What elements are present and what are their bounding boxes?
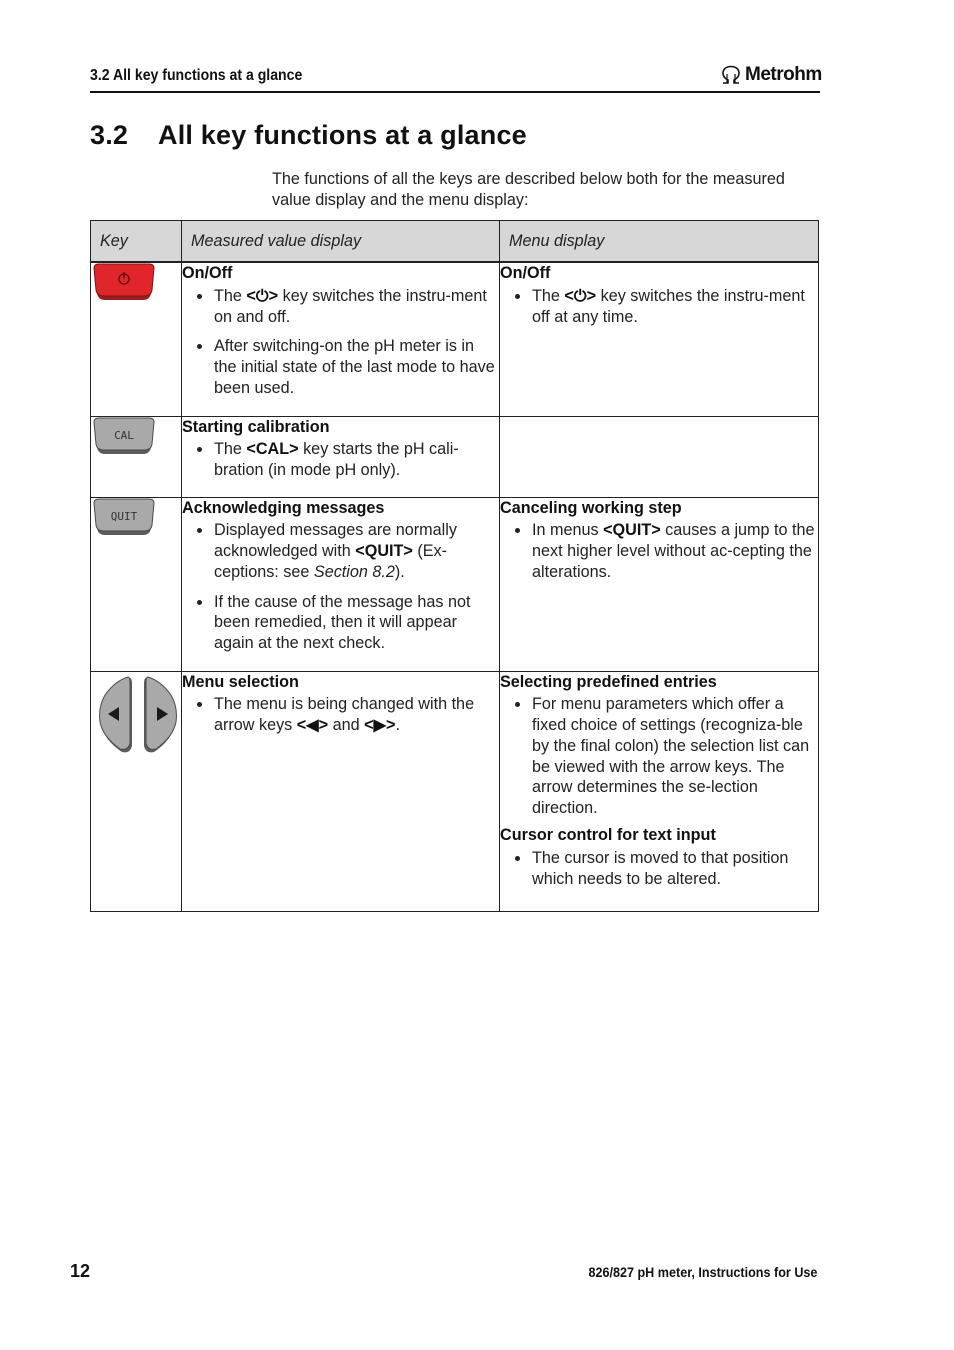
measured-cell — [182, 497, 500, 671]
arrow-keys-icon — [98, 676, 178, 754]
table-row — [91, 497, 819, 671]
column-header-key: Key — [91, 221, 182, 263]
quit-key-label: QUIT — [110, 509, 138, 523]
list-item: For menu parameters which offer a fixed choice of settings (recogniza-ble by the final colon) the selection list can be viewed with the arrow keys. The arrow determines the se-lection direction. — [532, 694, 818, 819]
footer-doc-title: 826/827 pH meter, Instructions for Use — [588, 1264, 817, 1280]
cell-heading: Starting calibration — [182, 417, 330, 436]
key-cell — [91, 671, 182, 911]
cell-heading: On/Off — [500, 264, 551, 282]
page-number: 12 — [70, 1261, 91, 1281]
cell-heading: Canceling working step — [500, 498, 682, 517]
header-rule — [90, 91, 820, 93]
cal-key-icon — [91, 417, 157, 457]
cell-heading: Cursor control for text input — [500, 826, 716, 845]
key-functions-table — [90, 220, 819, 912]
list-item: The <⏻> key switches the instru-ment on and off. — [214, 286, 499, 328]
measured-cell — [182, 416, 500, 497]
menu-cell — [500, 262, 819, 416]
omega-logo-icon — [720, 65, 742, 85]
key-cell — [91, 416, 182, 497]
brand-logo — [720, 64, 822, 86]
cell-heading: Acknowledging messages — [182, 498, 385, 517]
list-item: In menus <QUIT> causes a jump to the next higher level without ac-cepting the alterations. — [532, 520, 818, 582]
list-item: The <⏻> key switches the instru-ment off at any time. — [532, 286, 818, 328]
brand-name: Metrohm — [745, 64, 822, 85]
section-title — [90, 120, 527, 151]
cal-key-label: CAL — [114, 428, 134, 442]
left-arrow-key-ref: <◀> — [296, 716, 329, 735]
list-item: After switching-on the pH meter is in the initial state of the last mode to have been used. — [214, 336, 499, 398]
section-number: 3.2 — [90, 120, 129, 150]
table-row — [91, 416, 819, 497]
measured-cell — [182, 262, 500, 416]
table-header-row — [91, 221, 819, 263]
cell-heading: Menu selection — [182, 672, 299, 691]
right-arrow-key-ref: <▶> — [364, 716, 396, 735]
running-header: 3.2 All key functions at a glance — [90, 67, 303, 84]
menu-cell-empty — [500, 416, 819, 497]
cell-heading: Selecting predefined entries — [500, 672, 717, 691]
power-key-ref: <⏻> — [564, 286, 597, 305]
power-key-icon — [91, 263, 157, 303]
list-item: If the cause of the message has not been remedied, then it will appear again at the next check. — [214, 592, 499, 654]
intro-paragraph: The functions of all the keys are described below both for the measured value display and the menu display: — [272, 170, 785, 209]
quit-key-ref: <QUIT> — [603, 521, 661, 540]
list-item: The <CAL> key starts the pH cali-bration (in mode pH only). — [214, 439, 499, 481]
table-row — [91, 262, 819, 416]
measured-cell — [182, 671, 500, 911]
section-title-text: All key functions at a glance — [158, 120, 527, 150]
column-header-menu: Menu display — [500, 221, 819, 263]
table-row — [91, 671, 819, 911]
list-item: Displayed messages are normally acknowledged with <QUIT> (Ex-ceptions: see Section 8.2). — [214, 520, 499, 582]
section-reference: Section 8.2 — [313, 562, 395, 581]
menu-cell — [500, 671, 819, 911]
cell-heading: On/Off — [182, 264, 233, 282]
list-item: The menu is being changed with the arrow keys <◀> and <▶>. — [214, 694, 499, 736]
menu-cell — [500, 497, 819, 671]
quit-key-ref: <QUIT> — [355, 542, 413, 561]
cal-key-ref: <CAL> — [246, 440, 299, 459]
column-header-measured: Measured value display — [182, 221, 500, 263]
key-cell — [91, 497, 182, 671]
list-item: The cursor is moved to that position which needs to be altered. — [532, 848, 818, 890]
key-cell — [91, 262, 182, 416]
power-key-ref: <⏻> — [246, 286, 279, 305]
quit-key-icon — [91, 498, 157, 538]
